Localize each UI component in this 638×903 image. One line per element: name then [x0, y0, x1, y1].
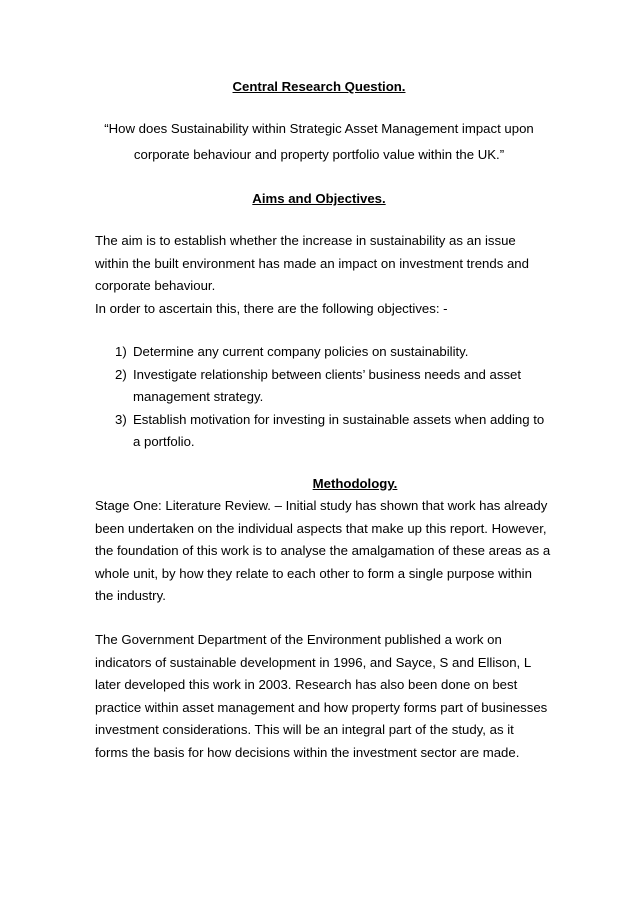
- objective-item: [95, 364, 555, 409]
- methodology-p1-line-1: Stage One: Literature Review. – Initial study has shown that work has already: [95, 498, 548, 513]
- aims-line-4: In order to ascertain this, there are the following objectives: -: [95, 300, 448, 316]
- objective-number: 3): [115, 411, 127, 427]
- methodology-p2-line-6: forms the basis for how decisions within the investment sector are made.: [95, 744, 520, 760]
- objectives-list: [95, 341, 555, 454]
- methodology-p2-line-2: indicators of sustainable development in 1996, and Sayce, S and Ellison, L: [95, 654, 532, 670]
- methodology-p2-line-1: The Government Department of the Environment published a work on: [95, 632, 502, 647]
- methodology-p1-line-5: the industry.: [95, 588, 166, 603]
- objective-number: 1): [115, 344, 127, 359]
- objective-item: [95, 341, 555, 364]
- methodology-p1-line-4: whole unit, by how they relate to each other to form a single purpose within: [95, 565, 532, 581]
- objective-text-continued: management strategy.: [133, 389, 264, 404]
- objective-text-continued: a portfolio.: [133, 434, 195, 449]
- objective-number: 2): [115, 366, 127, 382]
- methodology-p2-line-5: investment considerations. This will be an integral part of the study, as it: [95, 722, 514, 737]
- aims-paragraph: [95, 230, 555, 320]
- heading-aims-and-objectives: Aims and Objectives.: [252, 191, 386, 206]
- heading-central-research-question: Central Research Question.: [232, 79, 406, 94]
- objective-text: Investigate relationship between clients’ business needs and asset: [133, 366, 522, 382]
- methodology-paragraph-1: [95, 495, 555, 608]
- research-question-line-2: corporate behaviour and property portfolio value within the UK.”: [133, 147, 505, 162]
- aims-line-1: The aim is to establish whether the increase in sustainability as an issue: [95, 233, 516, 248]
- objective-text: Establish motivation for investing in sustainable assets when adding to: [133, 411, 545, 427]
- research-question-line-1: “How does Sustainability within Strategic Asset Management impact upon: [104, 121, 534, 136]
- methodology-p2-line-4: practice within asset management and how property forms part of businesses: [95, 699, 548, 715]
- objective-item: [95, 409, 555, 454]
- heading-methodology: Methodology.: [312, 476, 398, 491]
- aims-line-3: corporate behaviour.: [95, 278, 216, 293]
- methodology-p1-line-3: the foundation of this work is to analyse the amalgamation of these areas as a: [95, 543, 551, 558]
- methodology-p2-line-3: later developed this work in 2003. Research has also been done on best: [95, 677, 518, 692]
- methodology-paragraph-2: [95, 629, 555, 764]
- aims-line-2: within the built environment has made an impact on investment trends and: [95, 255, 529, 271]
- objective-text: Determine any current company policies on sustainability.: [133, 344, 469, 359]
- methodology-p1-line-2: been undertaken on the individual aspects that make up this report. However,: [95, 520, 547, 536]
